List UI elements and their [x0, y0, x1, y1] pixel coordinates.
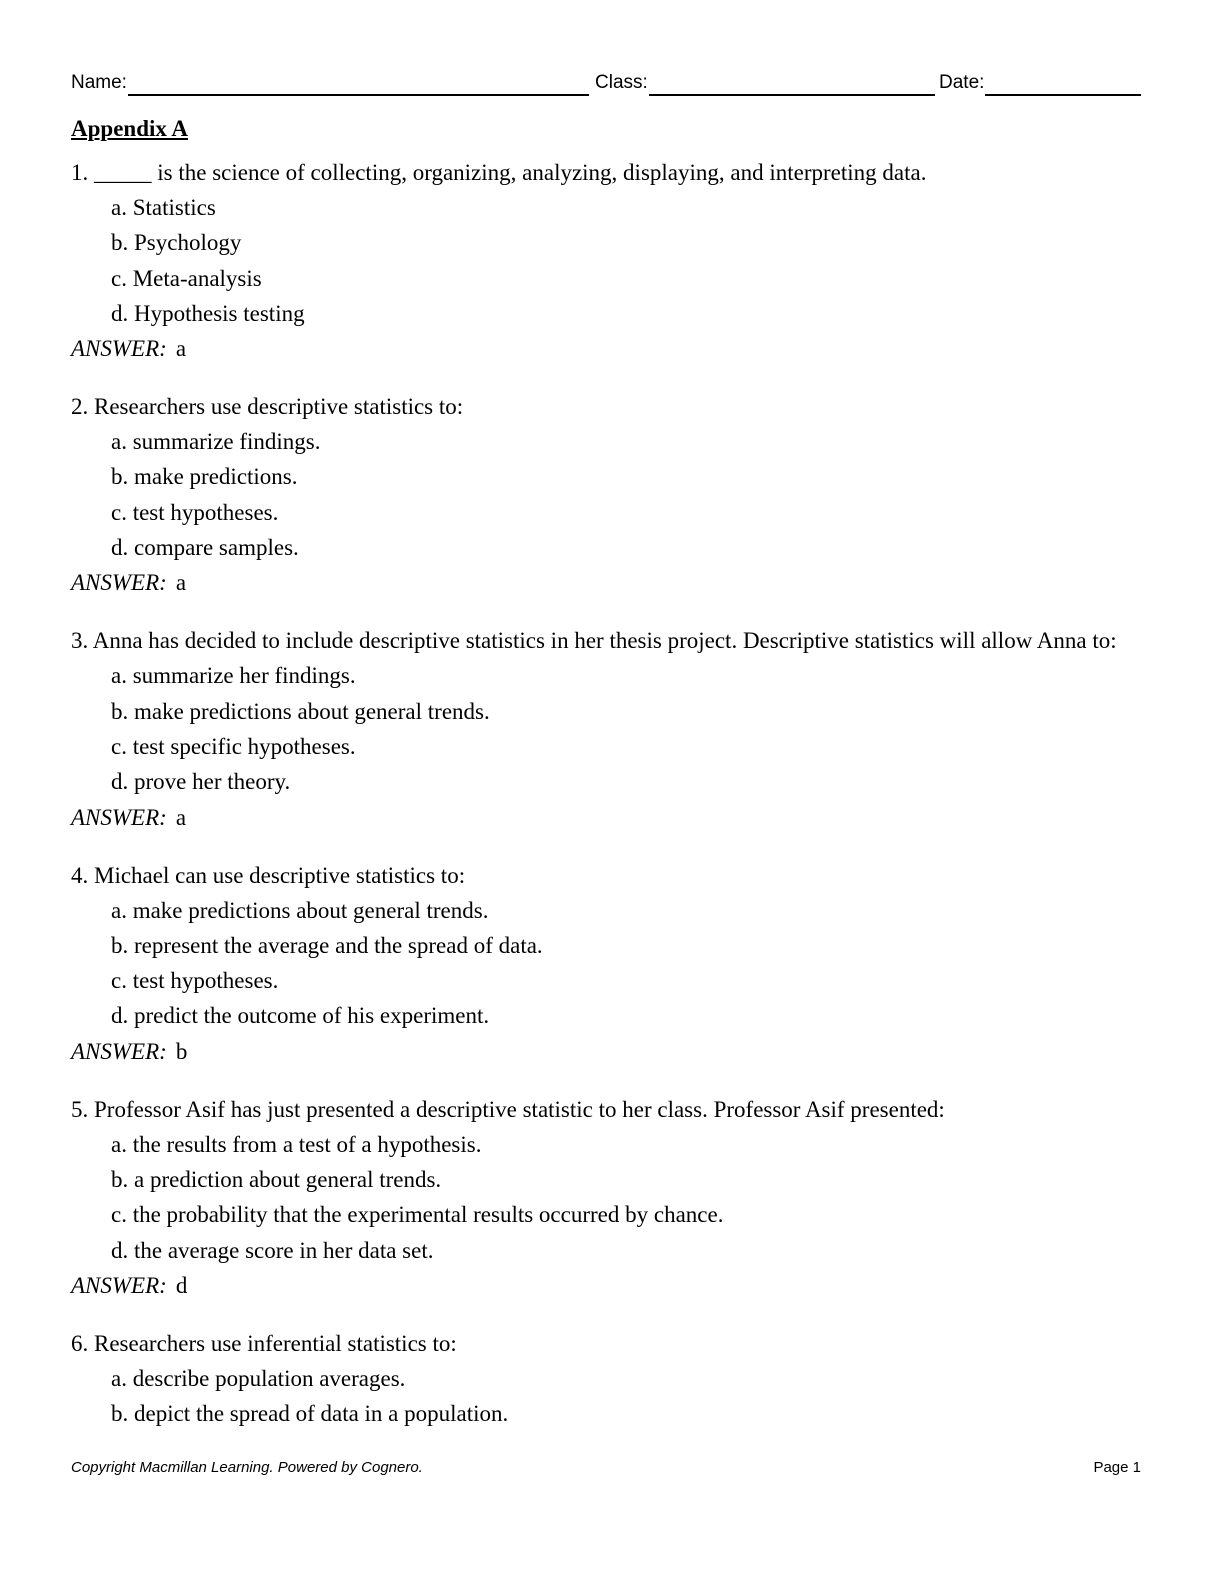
answer-line [71, 1034, 1146, 1070]
answer-line [71, 565, 1146, 601]
question-text: 4. Michael can use descriptive statistics to: [71, 862, 466, 888]
answer-value: a [175, 336, 187, 362]
answer-value: d [175, 1272, 188, 1298]
answer-label: ANSWER: [71, 570, 167, 596]
question-block [71, 1329, 1146, 1432]
question-block [71, 158, 1146, 367]
question-text: 3. Anna has decided to include descriptive statistics in her thesis project. Descriptive statistics will allow Anna to: [71, 628, 1117, 654]
question-list [71, 114, 1146, 1457]
answer-label: ANSWER: [71, 1272, 167, 1298]
answer-line [71, 331, 1146, 367]
answer-option: b. make predictions. [111, 464, 298, 490]
appendix-title: Appendix A [71, 116, 188, 141]
answer-option: c. test hypotheses. [111, 968, 279, 994]
answer-option: a. the results from a test of a hypothesis. [111, 1131, 482, 1157]
page-footer [71, 1459, 1141, 1479]
question-text: 5. Professor Asif has just presented a descriptive statistic to her class. Professor Asif presented: [71, 1096, 945, 1122]
answer-value: a [175, 570, 187, 596]
name-field [71, 70, 589, 96]
answer-option: c. Meta-analysis [111, 265, 262, 291]
answer-label: ANSWER: [71, 1038, 167, 1064]
class-blank-line [649, 72, 935, 96]
class-label: Class: [595, 72, 648, 93]
answer-option: a. make predictions about general trends. [111, 897, 489, 923]
date-field [939, 70, 1141, 96]
answer-line [71, 1268, 1146, 1304]
question-text: 1. _____ is the science of collecting, organizing, analyzing, displaying, and interpreting data. [71, 160, 927, 185]
date-blank-line [985, 72, 1141, 96]
question-text: 2. Researchers use descriptive statistics to: [71, 394, 464, 420]
name-label: Name: [71, 72, 127, 93]
answer-option: b. Psychology [111, 230, 242, 256]
answer-option: d. Hypothesis testing [111, 300, 305, 326]
page-number: Page 1 [1093, 1459, 1141, 1476]
question-block [71, 392, 1146, 601]
answer-option: a. summarize findings. [111, 429, 321, 455]
question-block [71, 861, 1146, 1070]
name-blank-line [128, 72, 589, 96]
question-block [71, 626, 1146, 835]
answer-option: b. depict the spread of data in a population. [111, 1401, 509, 1427]
answer-option: c. test hypotheses. [111, 499, 279, 525]
answer-option: b. a prediction about general trends. [111, 1167, 442, 1193]
answer-line [71, 800, 1146, 836]
answer-option: a. summarize her findings. [111, 663, 356, 689]
class-field [595, 70, 935, 96]
answer-label: ANSWER: [71, 804, 167, 830]
question-block [71, 1095, 1146, 1304]
answer-value: b [175, 1038, 188, 1064]
worksheet-header [71, 70, 1141, 98]
answer-option: a. Statistics [111, 195, 216, 220]
question-text: 6. Researchers use inferential statistics to: [71, 1330, 457, 1356]
answer-option: a. describe population averages. [111, 1365, 406, 1391]
answer-option: d. the average score in her data set. [111, 1237, 434, 1263]
answer-option: c. the probability that the experimental results occurred by chance. [111, 1202, 724, 1228]
date-label: Date: [939, 72, 985, 93]
answer-value: a [175, 804, 187, 830]
answer-option: b. represent the average and the spread of data. [111, 932, 543, 958]
answer-option: d. compare samples. [111, 535, 299, 561]
answer-label: ANSWER: [71, 336, 167, 362]
answer-option: c. test specific hypotheses. [111, 733, 356, 759]
answer-option: b. make predictions about general trends. [111, 698, 490, 724]
answer-option: d. predict the outcome of his experiment. [111, 1003, 490, 1029]
answer-option: d. prove her theory. [111, 769, 291, 795]
copyright-notice: Copyright Macmillan Learning. Powered by Cognero. [71, 1459, 423, 1476]
